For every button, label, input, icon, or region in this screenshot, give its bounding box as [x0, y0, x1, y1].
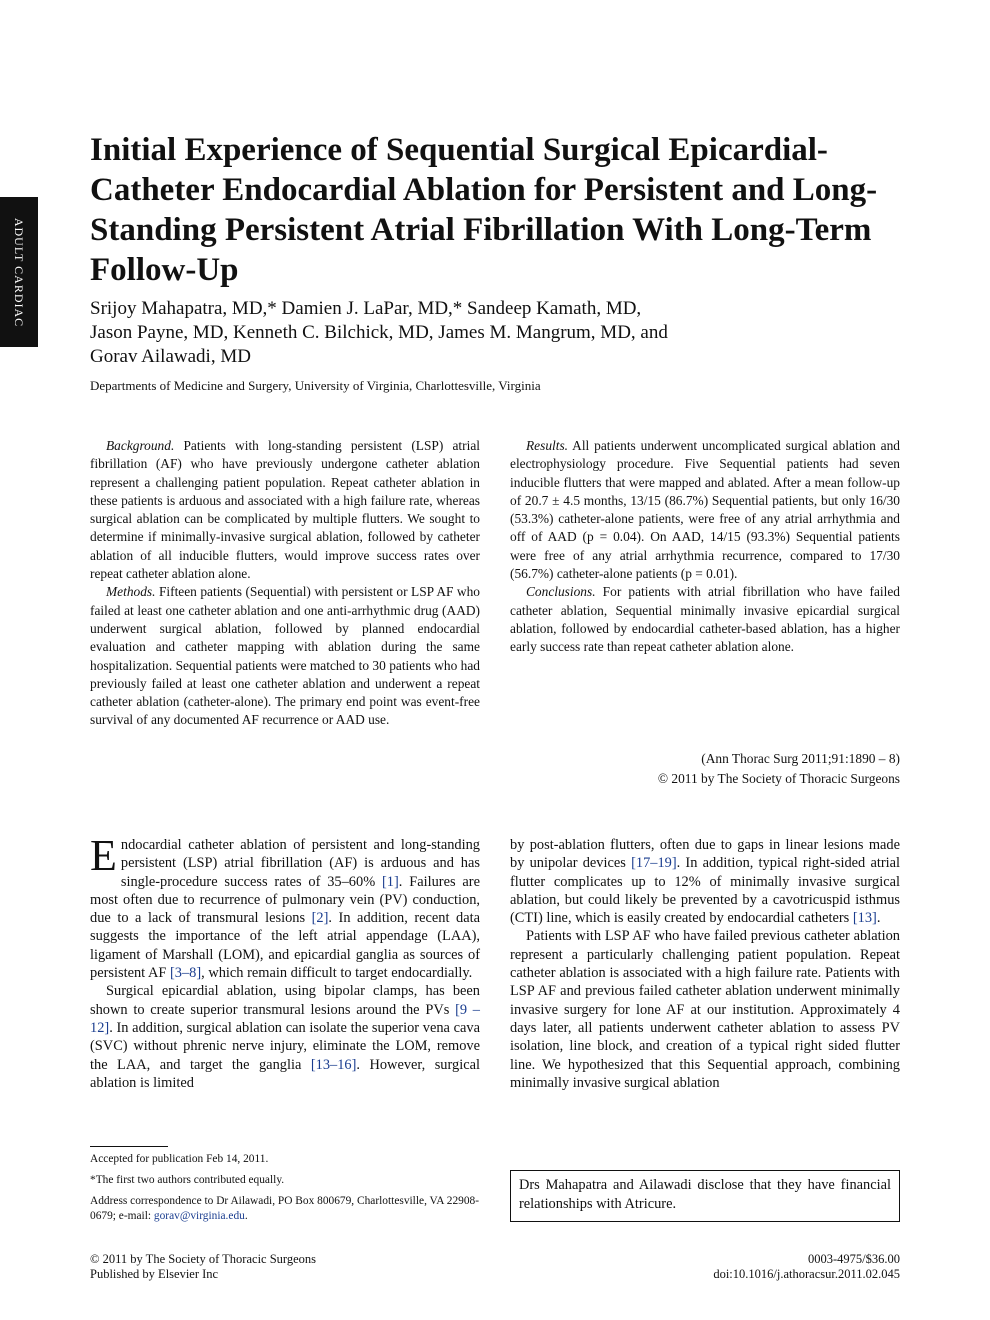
section-side-tab — [0, 197, 38, 347]
disclosure-box: Drs Mahapatra and Ailawadi disclose that they have financial relationships with Atricure. — [510, 1170, 900, 1222]
footnotes — [90, 1152, 480, 1230]
bottom-publisher: Published by Elsevier Inc — [90, 1267, 219, 1281]
reference-link[interactable]: [1] — [382, 873, 399, 890]
bottom-doi: doi:10.1016/j.athoracsur.2011.02.045 — [713, 1267, 900, 1281]
body-text: . However, surgical ablation is limited — [90, 1056, 480, 1091]
bottom-left-info — [90, 1252, 480, 1282]
body-text: . — [876, 910, 881, 927]
address-end: . — [244, 1210, 248, 1222]
bottom-right-info — [510, 1252, 900, 1282]
background-text: Patients with long-standing persistent (LSP) atrial fibrillation (AF) who have previously undergone catheter ablation represent a challenging patient population. Repeat catheter ablation in these patients is arduous and associated with a high failure rate, whereas surgical ablation can be complicated by multiple flutters. We sought to determine if minimally-invasive surgical ablation, followed by catheter ablation of all inducible flutters, would improve success rates over repeat catheter ablation alone. — [90, 438, 480, 582]
results-heading: Results. — [526, 438, 569, 453]
abstract-results — [510, 437, 900, 583]
abstract-background — [90, 437, 480, 583]
results-text: All patients underwent uncomplicated surgical ablation and electrophysiology procedure. Five Sequential patients had seven inducible flutters that were mapped and ablated. After a mean follow-up of 20.7 ± 4.5 months, 13/15 (86.7%) Sequential patients, but only 16/30 (53.3%) catheter-alone patients, were free of any atrial arrhythmia and off of AAD (p = 0.04). On AAD, 14/15 (93.3%) Sequential patients were free of any atrial arrhythmia recurrence, compared to 17/30 (56.7%) catheter-alone patients (p = 0.01). — [510, 438, 901, 582]
address-text: Address correspondence to Dr Ailawadi, PO Box 800679, Charlottesville, VA 22908-0679; e-mail: — [90, 1195, 480, 1222]
citation-copyright: © 2011 by The Society of Thoracic Surgeons — [657, 771, 900, 786]
journal-citation — [510, 749, 900, 789]
reference-link[interactable]: [17–19] — [631, 855, 677, 872]
email-link[interactable]: gorav@virginia.edu — [153, 1210, 245, 1222]
body-right-column — [510, 836, 900, 1092]
footnote-address — [90, 1194, 480, 1224]
body-text: . Failures are most often due to recurrence of pulmonary vein (PV) conduction, due to a lack of transmural lesions — [90, 873, 480, 927]
methods-text: Fifteen patients (Sequential) with persistent or LSP AF who failed at least one catheter ablation and one anti-arrhythmic drug (AAD) underwent surgical ablation, followed by planned endocardial evaluation and catheter mapping with ablation during the same hospitalization. Sequential patients were matched to 30 patients who had previously failed at least one catheter ablation and underwent a repeat catheter ablation (catheter-alone). The primary end point was event-free survival of any documented AF recurrence or AAD use. — [90, 584, 480, 728]
footnote-divider — [90, 1146, 168, 1147]
bottom-price: 0003-4975/$36.00 — [807, 1252, 900, 1266]
drop-cap: E — [90, 831, 117, 880]
body-paragraph-4: Patients with LSP AF who have failed previous catheter ablation represent a particularly challenging patient population. Repeat catheter ablation is associated with a high failure rate. Patients with LSP AF and previous failed catheter ablation underwent minimally invasive surgery for lone AF at our institution. Approximately 4 days later, all patients underwent catheter ablation to assess PV isolation, line block, and creation of a typical right sided flutter line. We hypothesized that this Sequential approach, combining minimally invasive surgical ablation — [510, 928, 900, 1091]
reference-link[interactable]: [3–8] — [169, 965, 202, 982]
body-text: . In addition, typical right-sided atrial flutter complicates up to 12% of minimally invasive surgical ablation, but could likely be prevented by a cavotricuspid isthmus (CTI) line, which is easily created by endocardial catheters — [510, 855, 901, 927]
body-text: Surgical epicardial ablation, using bipolar clamps, has been shown to create superior transmural lesions around the PVs — [90, 983, 480, 1018]
body-text: . In addition, recent data suggests the importance of the left atrial appendage (LAA), ligament of Marshall (LOM), and epicardial ganglia as sources of persistent AF — [90, 910, 481, 982]
conclusions-text: For patients with atrial fibrillation who have failed catheter ablation, Sequential minimally invasive epicardial surgical ablation, followed by endocardial catheter-based ablation, has a higher early success rate than repeat catheter ablation alone. — [510, 584, 900, 655]
footnote-accepted: Accepted for publication Feb 14, 2011. — [90, 1153, 269, 1165]
body-paragraph-1 — [90, 831, 481, 982]
abstract-right-column — [510, 437, 900, 657]
methods-heading: Methods. — [106, 584, 156, 600]
bottom-copyright: © 2011 by The Society of Thoracic Surgeons — [90, 1252, 317, 1266]
footnote-equal-contribution: *The first two authors contributed equally. — [90, 1174, 285, 1186]
abstract-methods — [90, 583, 480, 729]
reference-link[interactable]: [13] — [852, 910, 877, 927]
side-tab-label: ADULT CARDIAC — [12, 217, 27, 327]
reference-link[interactable]: [2] — [311, 910, 329, 927]
background-heading: Background. — [106, 438, 175, 453]
conclusions-heading: Conclusions. — [526, 584, 596, 600]
reference-link[interactable]: [9 –12] — [90, 1001, 480, 1036]
author-line-2: Jason Payne, MD, Kenneth C. Bilchick, MD, James M. Mangrum, MD, and — [90, 322, 668, 343]
article-title: Initial Experience of Sequential Surgical Epicardial-Catheter Endocardial Ablation for Persistent and Long-Standing Persistent Atrial Fibrillation With Long-Term Follow-Up — [90, 132, 878, 288]
author-line-3: Gorav Ailawadi, MD — [90, 346, 251, 367]
affiliation: Departments of Medicine and Surgery, University of Virginia, Charlottesville, Virginia — [90, 378, 541, 393]
citation-line: (Ann Thorac Surg 2011;91:1890 – 8) — [701, 751, 900, 766]
body-left-column — [90, 831, 481, 1092]
abstract-left-column — [90, 437, 480, 730]
body-text: . In addition, surgical ablation can isolate the superior vena cava (SVC) without phrenic nerve injury, eliminate the LOM, remove the LAA, and target the ganglia — [90, 1019, 480, 1073]
body-text: , which remain difficult to target endocardially. — [201, 965, 473, 982]
reference-link[interactable]: [13–16] — [310, 1056, 357, 1073]
body-paragraph-3 — [510, 836, 900, 927]
author-list — [90, 297, 910, 369]
body-text: ndocardial catheter ablation of persistent and long-standing persistent (LSP) atrial fibrillation (AF) is arduous and has single-procedure success rates of 35–60% — [120, 837, 480, 890]
body-text: by post-ablation flutters, often due to gaps in linear lesions made by unipolar devices — [510, 837, 900, 872]
author-line-1: Srijoy Mahapatra, MD,* Damien J. LaPar, MD,* Sandeep Kamath, MD, — [90, 298, 642, 319]
abstract-conclusions — [510, 583, 900, 656]
body-paragraph-2 — [90, 982, 480, 1092]
